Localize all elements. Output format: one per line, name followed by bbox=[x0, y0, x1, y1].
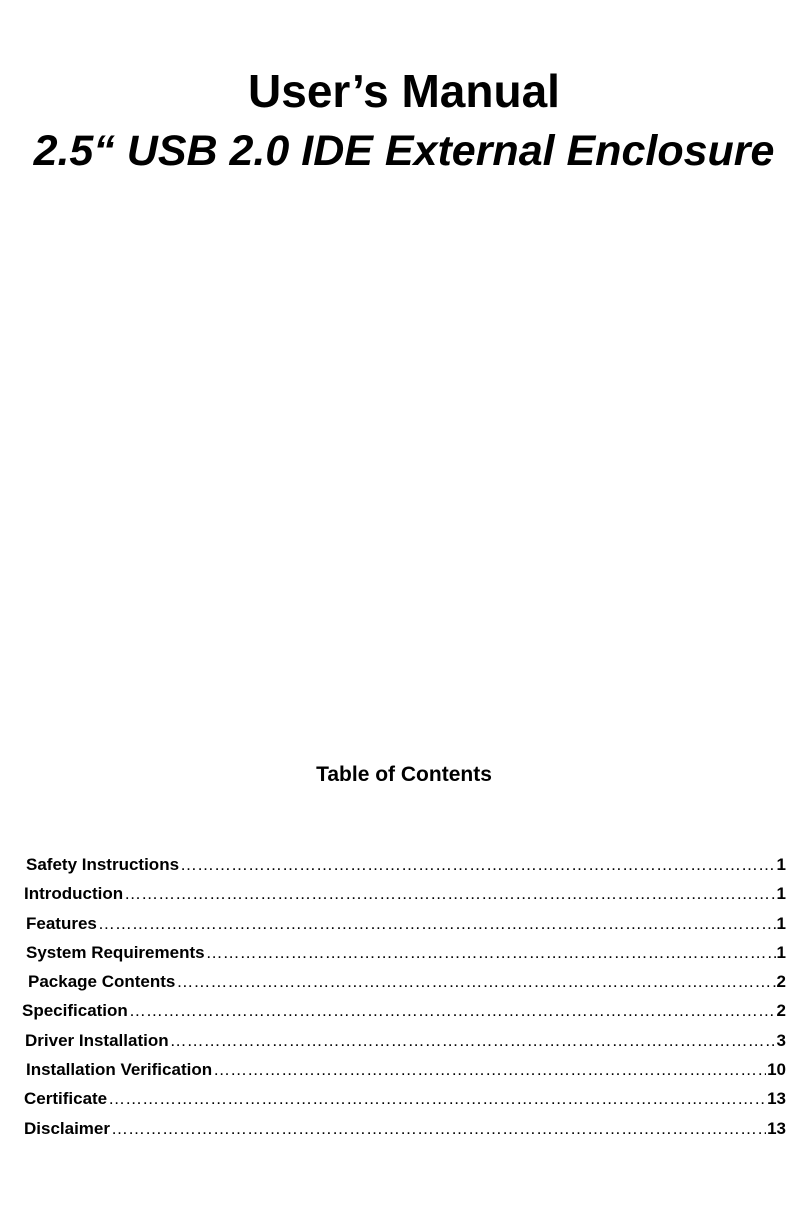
toc-entry-label: Features bbox=[26, 913, 97, 933]
toc-entry-disclaimer bbox=[22, 1114, 786, 1143]
toc-entry-installation-verification bbox=[22, 1055, 786, 1084]
toc-entry-page: 13 bbox=[767, 1089, 786, 1109]
toc-entry-label: Specification bbox=[22, 1001, 128, 1021]
toc-leader-dots bbox=[108, 1084, 766, 1113]
toc-entry-page: 1 bbox=[776, 884, 786, 904]
toc-entry-page: 1 bbox=[776, 913, 786, 933]
toc-entry-page: 3 bbox=[776, 1030, 786, 1050]
document-title: User’s Manual bbox=[248, 65, 560, 117]
toc-entry-package-contents bbox=[22, 967, 786, 996]
toc-entry-page: 10 bbox=[767, 1060, 786, 1080]
toc-leader-dots bbox=[129, 996, 776, 1025]
toc-entry-introduction bbox=[22, 879, 786, 908]
toc-entry-label: Driver Installation bbox=[25, 1030, 169, 1050]
toc-entry-driver-installation bbox=[22, 1026, 786, 1055]
toc-entry-label: Disclaimer bbox=[24, 1118, 110, 1138]
toc-entry-label: System Requirements bbox=[26, 942, 205, 962]
toc-entry-label: Installation Verification bbox=[26, 1060, 213, 1080]
toc-entry-features bbox=[22, 909, 786, 938]
toc-entry-system-requirements bbox=[22, 938, 786, 967]
toc-entry-label: Package Contents bbox=[28, 972, 176, 992]
table-of-contents bbox=[22, 850, 786, 1143]
toc-entry-page: 2 bbox=[776, 1001, 786, 1021]
toc-heading: Table of Contents bbox=[316, 763, 492, 786]
toc-leader-dots bbox=[111, 1114, 766, 1143]
toc-leader-dots bbox=[206, 938, 776, 967]
toc-entry-label: Certificate bbox=[24, 1089, 108, 1109]
toc-leader-dots bbox=[176, 967, 775, 996]
toc-entry-page: 2 bbox=[776, 972, 786, 992]
toc-leader-dots bbox=[124, 879, 775, 908]
toc-entry-page: 1 bbox=[776, 855, 786, 874]
toc-entry-specification bbox=[22, 996, 786, 1025]
toc-entry-page: 1 bbox=[776, 942, 786, 962]
toc-entry-page: 13 bbox=[767, 1118, 786, 1138]
toc-entry-label: Safety Instructions bbox=[26, 855, 180, 874]
toc-leader-dots bbox=[98, 909, 776, 938]
toc-entry-label: Introduction bbox=[24, 884, 124, 904]
toc-entry-safety-instructions bbox=[22, 850, 786, 879]
toc-leader-dots bbox=[180, 850, 775, 879]
toc-entry-certificate bbox=[22, 1084, 786, 1113]
toc-leader-dots bbox=[170, 1026, 776, 1055]
toc-leader-dots bbox=[213, 1055, 766, 1084]
document-subtitle: 2.5“ USB 2.0 IDE External Enclosure bbox=[33, 127, 775, 175]
